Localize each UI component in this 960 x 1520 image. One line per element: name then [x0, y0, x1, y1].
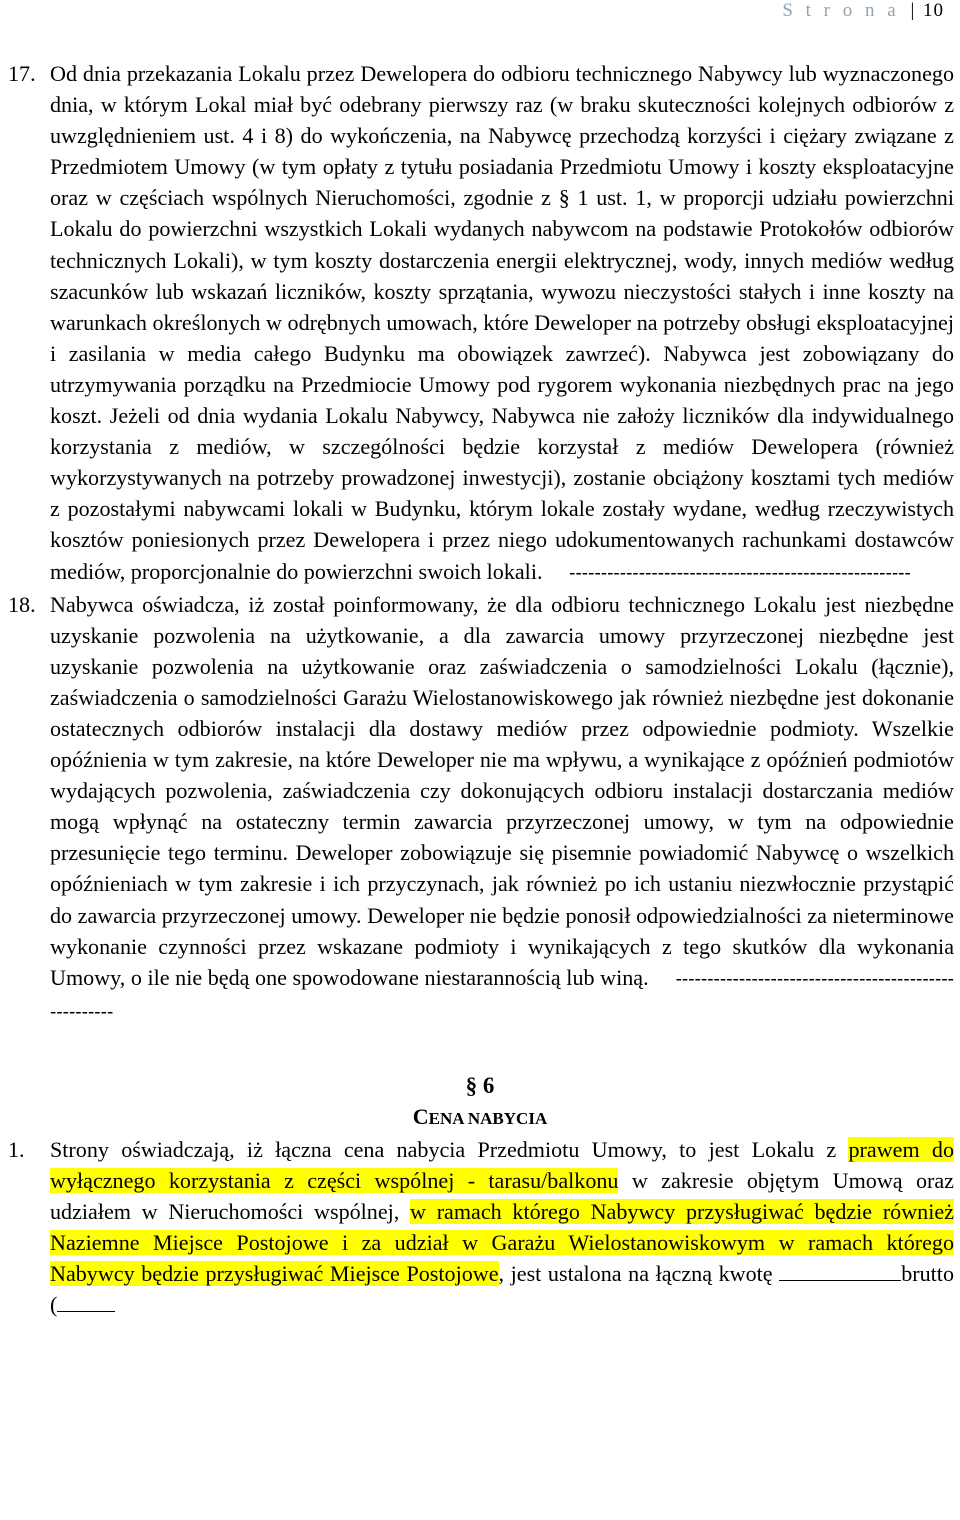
page-number: 10	[923, 0, 944, 21]
dash-line: ------------------------------------------------------	[50, 968, 954, 1023]
section-title-rest: ENA NABYCIA	[428, 1108, 548, 1128]
page-label: S t r o n a	[782, 0, 900, 21]
clause-18	[0, 589, 960, 1028]
price-clause	[0, 1134, 960, 1321]
clause-number: 1.	[8, 1136, 25, 1162]
clause-number: 18.	[8, 591, 36, 617]
amount-blank[interactable]	[779, 1260, 901, 1281]
amount-words-blank[interactable]	[57, 1291, 115, 1312]
price-text-2: w zakresie objętym Umową oraz udziałem w Nieruchomości wspólnej,	[50, 1168, 954, 1225]
dash-line: ------------------------------------------------------	[569, 562, 911, 584]
clause-17	[0, 58, 960, 589]
highlight-balcony: prawem do wyłącznego korzystania z części wspólnej - tarasu/balkonu	[50, 1136, 954, 1193]
clause-dashes	[548, 563, 911, 584]
clause-number: 17.	[8, 61, 36, 86]
section-symbol: § 6	[465, 1072, 495, 1098]
price-text-1: Strony oświadczają, iż łączna cena nabycia Przedmiotu Umowy, to jest Lokalu z	[50, 1136, 849, 1162]
section-heading	[0, 1070, 960, 1134]
section-title-initial: C	[412, 1103, 429, 1129]
price-text-3: , jest ustalona na łączną kwotę	[498, 1261, 780, 1287]
price-text-4: brutto (	[50, 1261, 954, 1318]
section-title	[0, 1101, 960, 1134]
highlight-parking: w ramach którego Nabywcy przysługiwać będzie również Naziemne Miejsce Postojowe i za udział w Garażu Wielostanowiskowym w ramach którego Nabywcy będzie przysługiwać Miejsce Postojowe	[50, 1199, 954, 1287]
page-header	[782, 0, 944, 22]
clause-text: Od dnia przekazania Lokalu przez Dewelopera do odbioru technicznego Nabywcy lub wyznaczonego dnia, w którym Lokal miał być odebrany pierwszy raz (w braku skuteczności kolejnych odbiorów z uwzględnieniem ust. 4 i 8) do wykończenia, na Nabywcę przechodzą korzyści i ciężary związane z Przedmiotem Umowy (w tym opłaty z tytułu posiadania Przedmiotu Umowy i koszty eksploatacyjne oraz w częściach wspólnych Nieruchomości, zgodnie z § 1 ust. 1, w proporcji udziału powierzchni Lokalu do powierzchni wszystkich Lokali wydanych nabywcom na podstawie Protokołów odbiorów technicznych Lokali), w tym koszty dostarczenia energii elektrycznej, wody, innych mediów według szacunków lub wskazań liczników, koszty sprzątania, wywozu nieczystości stałych i inne koszty na warunkach określonych w odrębnych umowach, które Deweloper na potrzeby obsługi eksploatacyjnej i zasilania w media całego Budynku ma obowiązek zawrzeć). Nabywca jest zobowiązany do utrzymywania porządku na Przedmiocie Umowy pod rygorem wykonania niezbędnych prac na jego koszt. Jeżeli od dnia wydania Lokalu Nabywcy, Nabywca nie założy liczników dla indywidualnego korzystania z mediów, w szczególności będzie korzystał z mediów Dewelopera (również wykorzystywanych na potrzeby prowadzonej inwestycji), zostanie obciążony kosztami tych mediów z pozostałymi nabywcami lokali w Budynku, którym lokale zostały wydane, według rzeczywistych kosztów poniesionych przez Dewelopera i przez niego udokumentowanych rachunkami dostawców mediów, proporcjonalnie do powierzchni swoich lokali.	[50, 61, 954, 584]
clause-text: Nabywca oświadcza, iż został poinformowany, że dla odbioru technicznego Lokalu jest niezbędne uzyskanie pozwolenia na użytkowanie, a dla zawarcia umowy przyrzeczonej niezbędne jest uzyskanie pozwolenia na użytkowanie oraz zaświadczenia o samodzielności Lokalu (łącznie), zaświadczenia o samodzielności Garażu Wielostanowiskowego jak również niezbędne jest dokonanie ostatecznych odbiorów instalacji dla dostawy mediów przez odpowiednie podmioty. Wszelkie opóźnienia w tym zakresie, na które Deweloper nie ma wpływu, a wynikające z opóźnień podmiotów wydających pozwolenia, zaświadczenia czy dokonujących odbioru instalacji dostarczania mediów mogą wpłynąć na ostateczny termin zawarcia przyrzeczonej umowy, w tym na odpowiednie przesunięcie tego terminu. Deweloper zobowiązuje się pisemnie powiadomić Nabywcę o wszelkich opóźnieniach w tym zakresie i ich przyczynach, jak również po ich ustaniu niezwłocznie przystąpić do zawarcia przyrzeczonej umowy. Deweloper nie będzie ponosił odpowiedzialności za nieterminowe wykonanie czynności przez wskazane podmioty i wynikających z tego skutków dla wykonania Umowy, o ile nie będą one spowodowane niestarannością lub winą.	[50, 591, 954, 990]
page-separator: |	[910, 0, 915, 21]
document-body	[0, 58, 960, 1320]
